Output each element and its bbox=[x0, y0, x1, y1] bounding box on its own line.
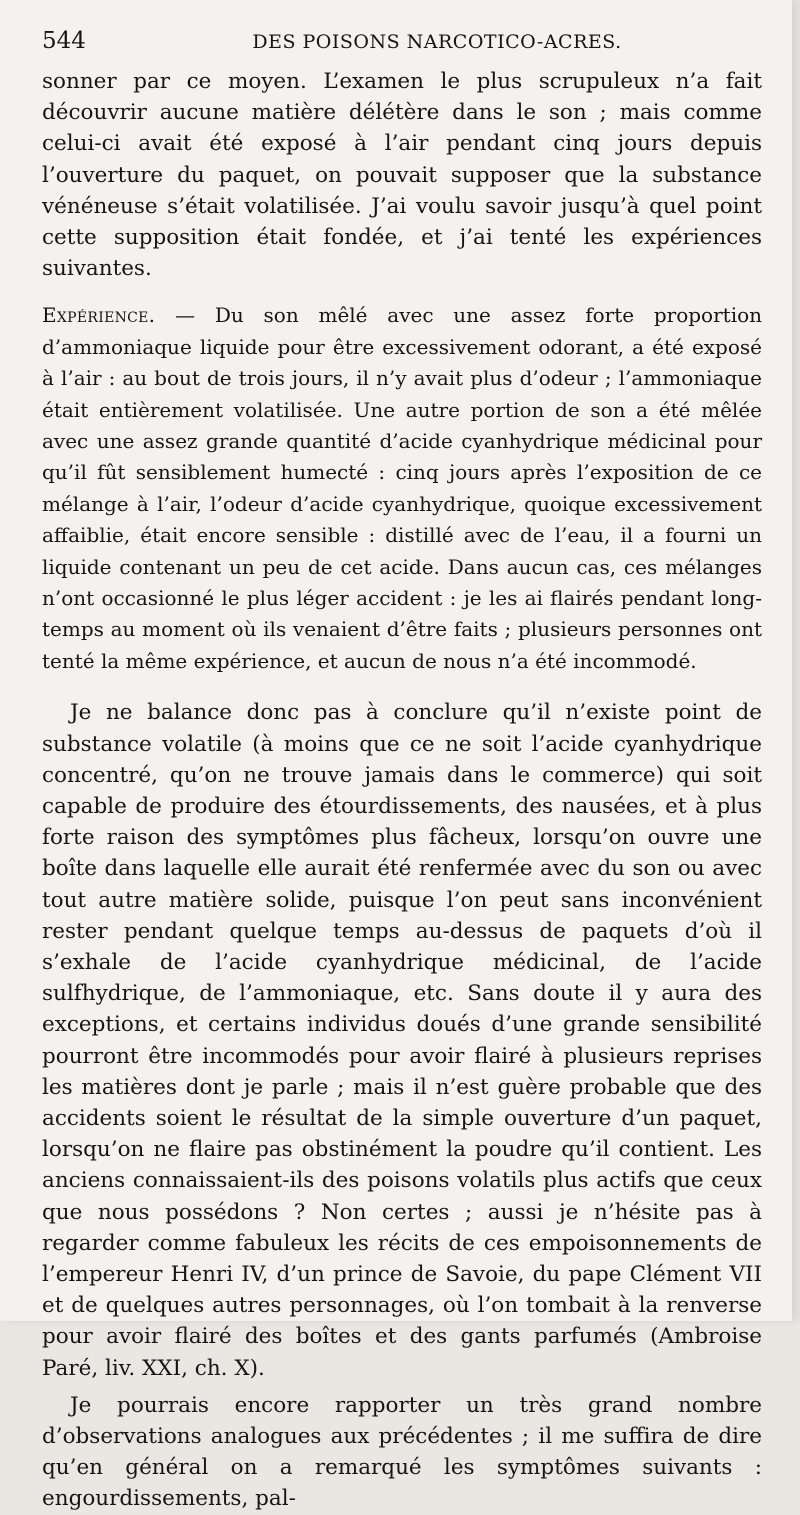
page-number: 544 bbox=[42, 28, 86, 54]
experiment-text: — Du son mêlé avec une assez forte proportion d’ammoniaque liquide pour être excessivement odorant, a été exposé à l’air : au bout de trois jours, il n’y avait plus d’odeur ; l’ammoniaque était entièrement volatilisée. Une autre portion de son a été mêlée avec une assez grande quantité d’acide cyanhydrique médicinal pour qu’il fût sensiblement humecté : cinq jours après l’exposition de ce mélange à l’air, l’odeur d’acide cyanhydrique, quoique excessivement affaiblie, était encore sensible : distillé avec de l’eau, il a fourni un liquide contenant un peu de cet acide. Dans aucun cas, ces mélanges n’ont occasionné le plus léger accident : je les ai flairés pendant long-temps au moment où ils venaient d’être faits ; plusieurs personnes ont tenté la même expérience, et aucun de nous n’a été incommodé. bbox=[42, 303, 763, 673]
observations-paragraph: Je pourrais encore rapporter un très grand nombre d’observations analogues aux précédentes ; il me suffira de dire qu’en général on a remarqué les symptômes suivants : engourdissements, pal- bbox=[42, 1392, 762, 1512]
conclusion-paragraph: Je ne balance donc pas à conclure qu’il n’existe point de substance volatile (à moins que ce ne soit l’acide cyanhydrique concentré, qu’on ne trouve jamais dans le commerce) qui soit capable de produire des étourdissements, des nausées, et à plus forte raison des symptômes plus fâcheux, lorsqu’on ouvre une boîte dans laquelle elle aurait été renfermée avec du son ou avec tout autre matière solide, puisque l’on peut sans inconvénient rester pendant quelque temps au-dessus de paquets d’où il s’exhale de l’acide cyanhydrique médicinal, de l’acide sulfhydrique, de l’ammoniaque, etc. Sans doute il y aura des exceptions, et certains individus doués d’une grande sensibilité pourront être incommodés pour avoir flairé à plusieurs reprises les matières dont je parle ; mais il n’est guère probable que des accidents soient le résultat de la simple ouverture d’un paquet, lorsqu’on ne flaire pas obstinément la poudre qu’il contient. Les anciens connaissaient-ils des poisons volatils plus actifs que ceux que nous possédons ? Non certes ; aussi je n’hésite pas à regarder comme fabuleux les récits de ces empoisonnements de l’empereur Henri IV, d’un prince de Savoie, du pape Clément VII et de quelques autres personnages, où l’on tombait à la renverse pour avoir flairé des boîtes et des gants parfumés (Ambroise Paré, liv. XXI, ch. X). bbox=[42, 700, 762, 1381]
experiment-label: Expérience. bbox=[42, 303, 156, 328]
page-header bbox=[42, 28, 762, 58]
page-body bbox=[42, 66, 762, 1515]
intro-paragraph: sonner par ce moyen. L’examen le plus scrupuleux n’a fait découvrir aucune matière délétère dans le son ; mais comme celui-ci avait été exposé à l’air pendant cinq jours depuis l’ouverture du paquet, on pouvait supposer que la substance vénéneuse s’était volatilisée. J’ai voulu savoir jusqu’à quel point cette supposition était fondée, et j’ai tenté les expériences suivantes. bbox=[42, 69, 762, 282]
running-head: DES POISONS NARCOTICO-ACRES. bbox=[252, 31, 622, 53]
experiment-paragraph bbox=[42, 300, 762, 677]
